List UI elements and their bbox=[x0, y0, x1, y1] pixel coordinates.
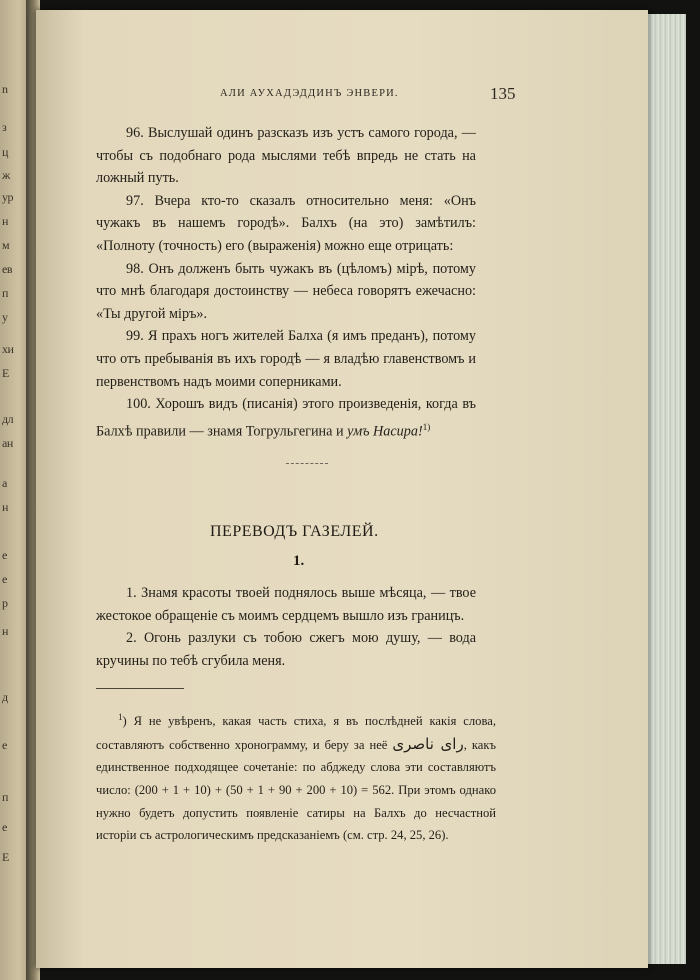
page-number: 135 bbox=[490, 84, 516, 103]
left-page-fragment: Е bbox=[2, 366, 9, 380]
left-page-fragment: у bbox=[2, 310, 8, 324]
left-page-fragment: н bbox=[2, 214, 8, 228]
footnote-rule bbox=[96, 688, 184, 689]
ghazal-block bbox=[96, 582, 476, 672]
page-stack-edge bbox=[642, 14, 686, 964]
left-page-fragment: м bbox=[2, 238, 10, 252]
left-page-fragment: n bbox=[2, 82, 8, 96]
left-page-fragment: е bbox=[2, 572, 7, 586]
left-page-fragment: ев bbox=[2, 262, 12, 276]
left-page-fragment: е bbox=[2, 738, 7, 752]
left-page-fragment: н bbox=[2, 624, 8, 638]
left-page-fragment: Е bbox=[2, 850, 9, 864]
left-page-fragment: а bbox=[2, 476, 7, 490]
verse-100-italic: умъ Насира! bbox=[347, 423, 423, 440]
verse-translation-block bbox=[96, 122, 476, 443]
left-page-fragment: д bbox=[2, 690, 8, 704]
footnote-paragraph bbox=[96, 706, 496, 847]
left-page-fragment: дл bbox=[2, 412, 14, 426]
running-head: АЛИ АУХАДЭДДИНЪ ЭНВЕРИ. bbox=[220, 88, 399, 99]
ghazal-number: 1. bbox=[293, 553, 305, 569]
ghazal-line: 2. Огонь разлуки съ тобою сжегъ мою душу, — вода кручины по тебѣ сгубила меня. bbox=[96, 630, 476, 669]
left-page-fragment: з bbox=[2, 120, 7, 134]
footnote-mark: 1 bbox=[118, 712, 123, 722]
verse-100-text: 100. Хорошъ видъ (писанія) этого произведенія, когда въ Балхѣ правили — знамя Тогрульгегина и bbox=[96, 396, 476, 440]
verse-paragraph: 99. Я прахъ ногъ жителей Балха (я имъ преданъ), потому что отъ пребыванія въ ихъ городѣ — я владѣю главенствомъ и первенствомъ надъ моими соперниками. bbox=[96, 328, 476, 390]
footnote-text-start: ) Я не увѣренъ, какая часть стиха, я въ послѣдней какія слова, составляютъ собственно хронограмму, и беру за неё bbox=[96, 714, 496, 752]
footnote-arabic-phrase: راى ناصرى bbox=[392, 734, 464, 753]
footnote-text-end: , какъ единственное подходящее сочетаніе: по абджеду слова эти составляютъ число: (200 + 1 + 10) + (50 + 1 + 90 + 200 + 10) = 562. При этомъ однако нужно будетъ допустить появленіе сатиры на Балхъ до несчастной исторіи съ астрологическимъ предсказаніемъ (см. стр. 24, 25, 26). bbox=[96, 737, 496, 843]
verse-paragraph: 97. Вчера кто-то сказалъ относительно меня: «Онъ чужакъ въ нашемъ городѣ». Балхъ (на это) замѣтилъ: «Полноту (точность) его (выраженія) можно еще отрицать: bbox=[96, 192, 476, 254]
left-page-fragment: е bbox=[2, 820, 7, 834]
verse-paragraph: 98. Онъ долженъ быть чужакъ въ (цѣломъ) мірѣ, потому что мнѣ благодаря достоинству — небеса говорятъ ежечасно: «Ты другой міръ». bbox=[96, 260, 476, 322]
left-page-fragment: ан bbox=[2, 436, 13, 450]
left-page-fragment: н bbox=[2, 500, 8, 514]
left-page-fragment: п bbox=[2, 286, 8, 300]
footnote-ref-mark: 1 bbox=[422, 421, 428, 432]
left-page-fragment: ц bbox=[2, 145, 8, 159]
verse-paragraph: 96. Выслушай одинъ разсказъ изъ устъ самого города, — чтобы съ подобнаго рода мыслями тебѣ впредь не стать на ложный путь. bbox=[96, 125, 476, 187]
left-page-fragment: ж bbox=[2, 168, 10, 182]
left-page-fragment: хи bbox=[2, 342, 14, 356]
left-page-fragment: е bbox=[2, 548, 7, 562]
section-divider bbox=[286, 463, 328, 464]
left-page-fragment: п bbox=[2, 790, 8, 804]
left-page-fragment: р bbox=[2, 596, 8, 610]
section-title: ПЕРЕВОДЪ ГАЗЕЛЕЙ. bbox=[210, 523, 379, 540]
footnote-ref-paren: ) bbox=[427, 421, 431, 432]
footnote bbox=[96, 706, 496, 847]
ghazal-line: 1. Знамя красоты твоей поднялось выше мѣсяца, — твое жестокое обращеніе съ моимъ сердцемъ вышло изъ границъ. bbox=[96, 585, 476, 624]
verse-paragraph-100 bbox=[96, 393, 476, 443]
left-page-fragment: ур bbox=[2, 190, 13, 204]
